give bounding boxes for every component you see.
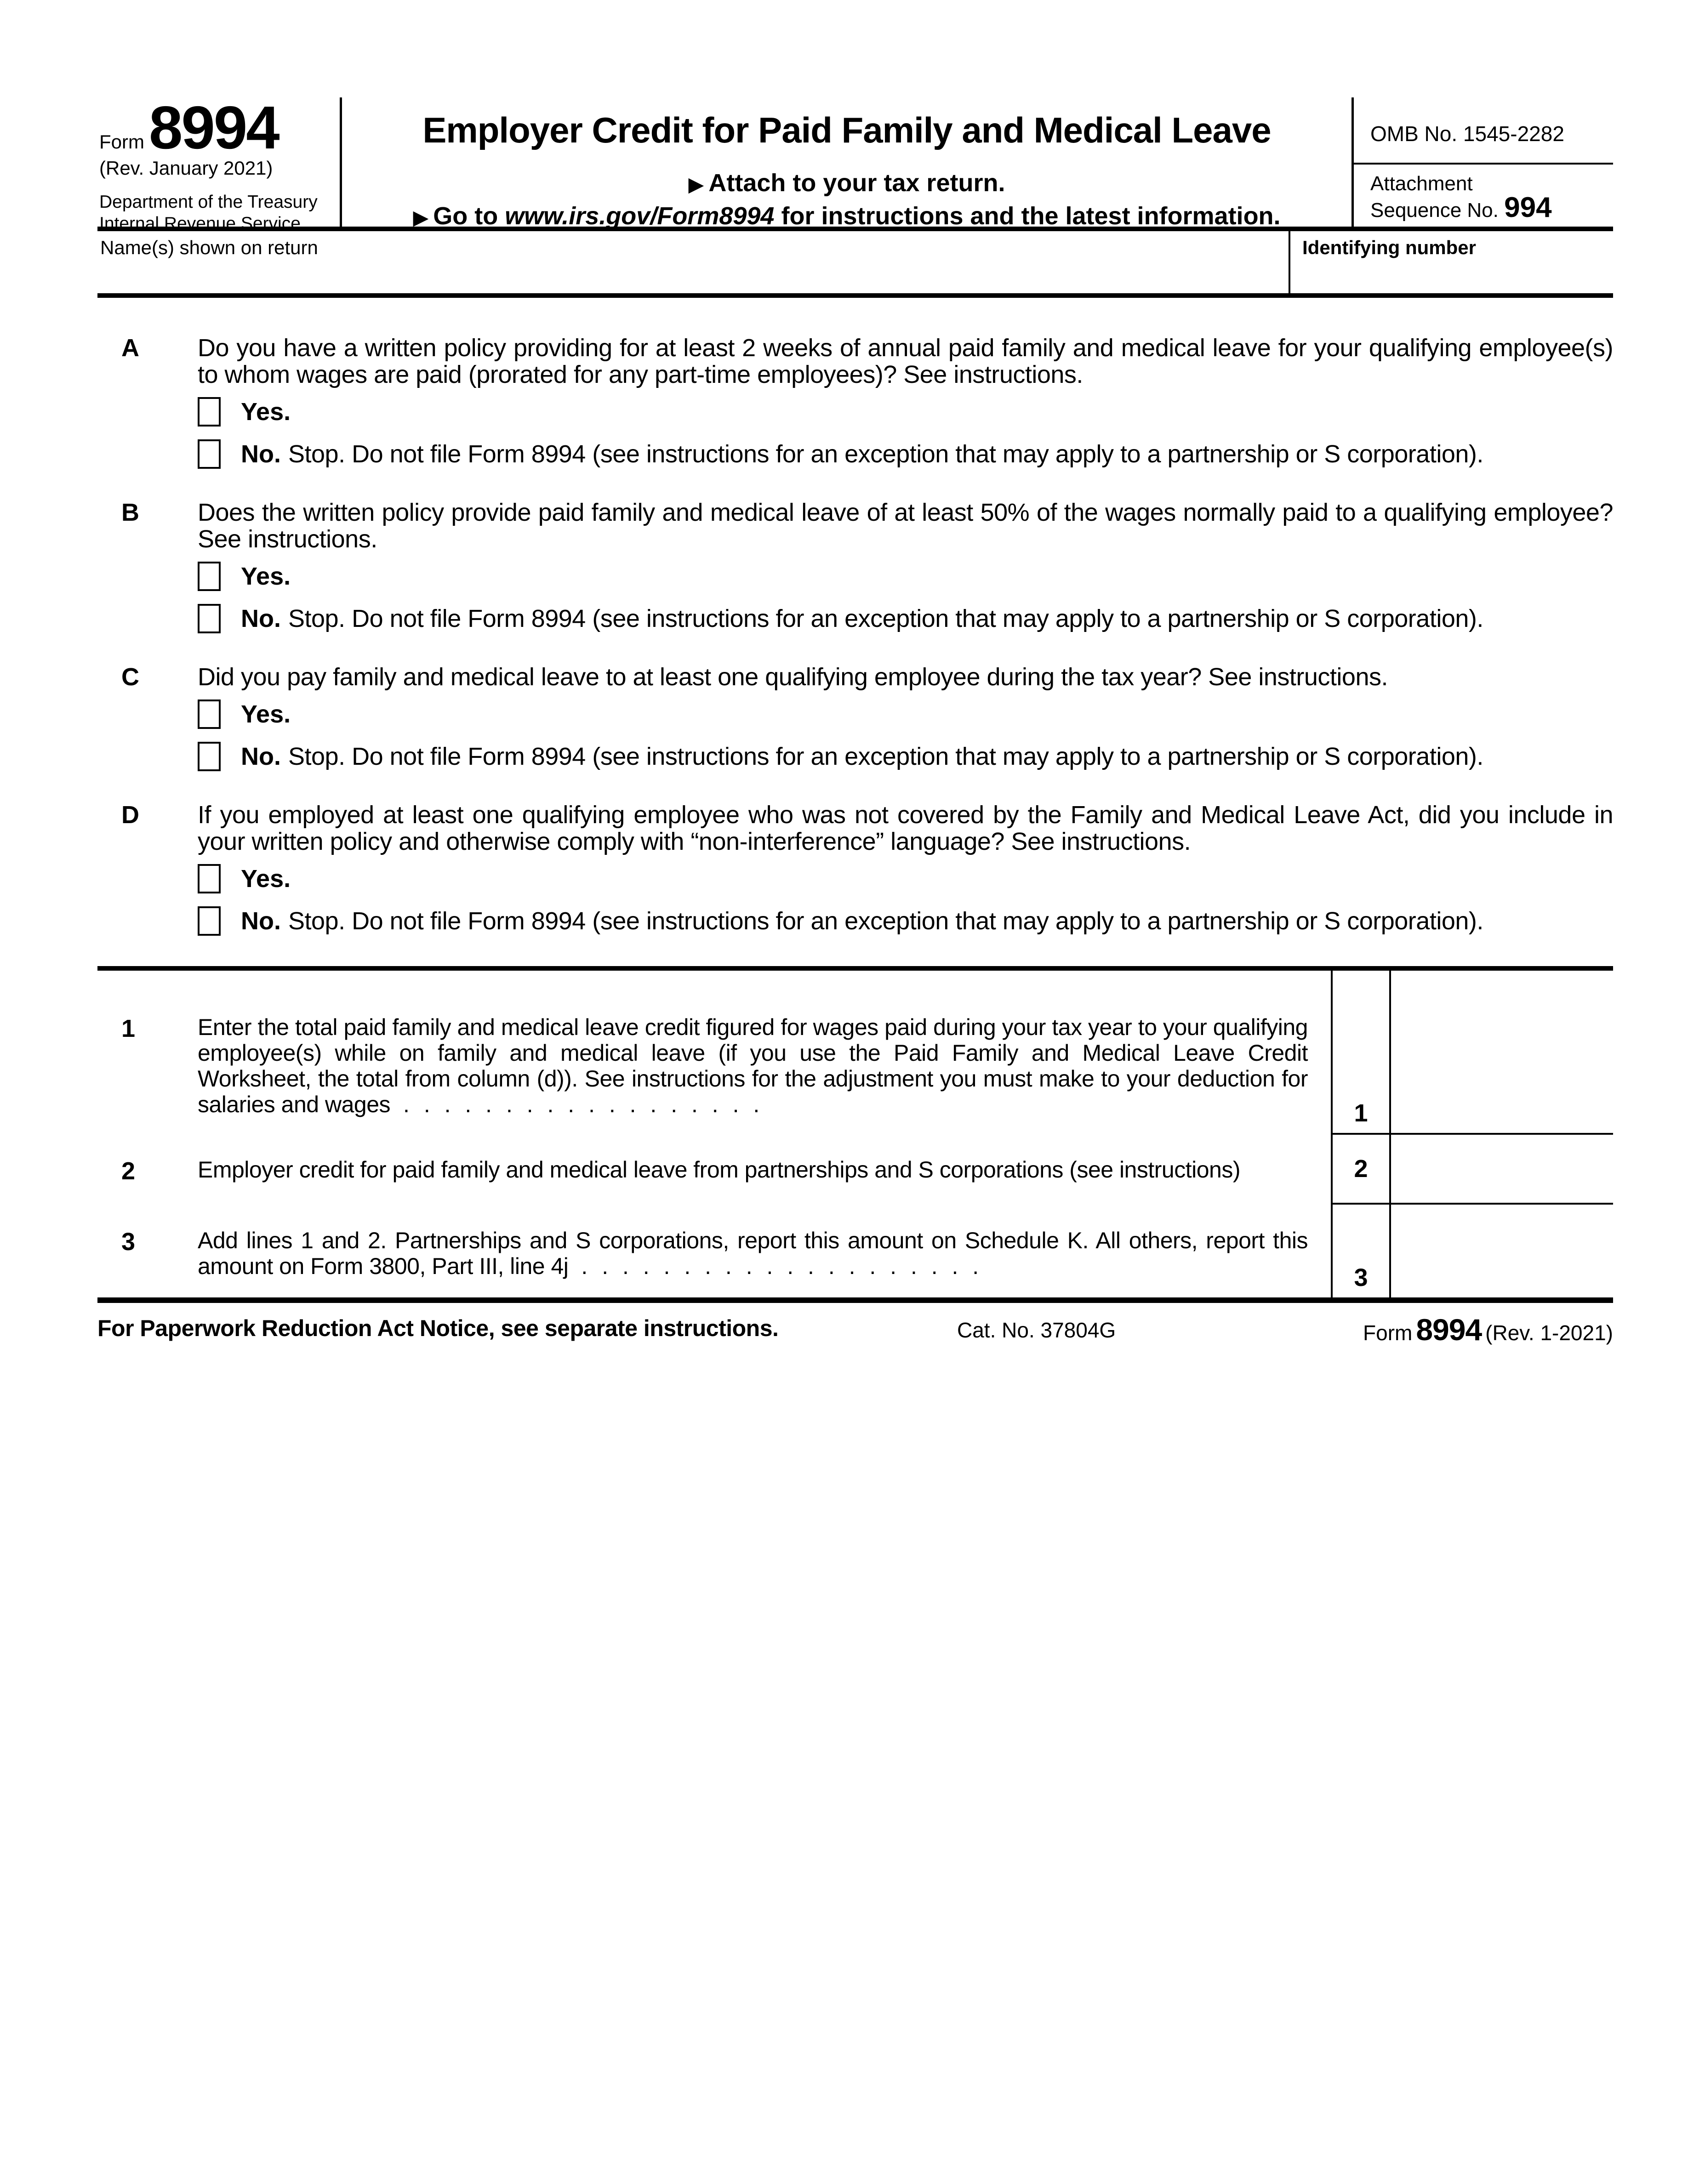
line-1-row: [97, 971, 1613, 1135]
line-3-entry: [1331, 1205, 1613, 1297]
name-label: Name(s) shown on return: [100, 237, 318, 258]
question-c-yes-row: [198, 700, 1613, 729]
question-a-letter: A: [121, 334, 139, 362]
question-c-no-checkbox[interactable]: [198, 742, 221, 771]
service-label: Internal Revenue Service: [99, 214, 301, 233]
line-2-number: 2: [121, 1157, 136, 1185]
question-a: [97, 335, 1613, 469]
form-identity-block: [97, 94, 342, 233]
omb-block: [1352, 97, 1613, 227]
form-content: [97, 94, 1613, 1352]
line-1-dot-leader: . . . . . . . . . . . . . . . . . .: [403, 1092, 759, 1117]
question-a-no-checkbox[interactable]: [198, 439, 221, 469]
name-input-field[interactable]: [100, 259, 1289, 286]
attach-instruction: [342, 169, 1352, 197]
form-number: 8994: [149, 94, 279, 161]
question-b-letter: B: [121, 499, 139, 526]
department-label: Department of the Treasury: [99, 192, 318, 212]
line-2-row: [97, 1135, 1613, 1205]
question-d-no-row: [198, 906, 1613, 936]
question-d-no-text: Stop. Do not file Form 8994 (see instructions for an exception that may apply to a partnership or S corporation).: [288, 907, 1483, 935]
attach-text: Attach to your tax return.: [708, 169, 1005, 197]
line-2-box-number: 2: [1331, 1135, 1391, 1203]
form-footer: [97, 1315, 1613, 1352]
footer-form-number: 8994: [1416, 1313, 1482, 1347]
question-c-yes-label: Yes.: [241, 700, 291, 728]
line-3-box-number: 3: [1331, 1205, 1391, 1297]
sequence-line: [1370, 192, 1613, 223]
form-word-label: Form: [99, 131, 144, 153]
footer-form-word: Form: [1363, 1321, 1413, 1345]
line-1-text: Enter the total paid family and medical leave credit figured for wages paid during your tax year to your qualifying employee(s) while on family and medical leave (if you use the Paid Family and Medical Leave Credit Worksheet, the total from column (d)). See instructions for the adjustment you must make to your deduction for salaries and wages . . . . . . . . . . . . . . . . . .: [198, 1014, 1308, 1117]
question-d-text: If you employed at least one qualifying employee who was not covered by the Family and Medical Leave Act, did you include in your written policy and otherwise comply with “non-interference” language? See instructions.: [198, 801, 1613, 855]
question-b-yes-checkbox[interactable]: [198, 562, 221, 591]
line-2-text: Employer credit for paid family and medical leave from partnerships and S corporations (see instructions): [198, 1157, 1240, 1183]
line-3-amount-field[interactable]: [1391, 1205, 1613, 1297]
question-d-no-label: No.: [241, 907, 281, 935]
attachment-word: Attachment: [1370, 172, 1473, 195]
question-b-no-text: Stop. Do not file Form 8994 (see instructions for an exception that may apply to a partnership or S corporation).: [288, 605, 1483, 632]
question-a-yes-checkbox[interactable]: [198, 397, 221, 427]
question-a-yes-row: [198, 397, 1613, 427]
identifying-number-input-field[interactable]: [1302, 259, 1613, 286]
identifying-number-cell: [1289, 231, 1613, 293]
question-b-text: Does the written policy provide paid family and medical leave of at least 50% of the wages normally paid to a qualifying employee? See instructions.: [198, 499, 1613, 553]
question-d-letter: D: [121, 801, 139, 829]
form-title: Employer Credit for Paid Family and Medical Leave: [422, 110, 1271, 150]
irs-url-text: www.irs.gov/Form8994: [505, 202, 775, 230]
footer-form-id: [1363, 1312, 1613, 1347]
form-header: [97, 94, 1613, 233]
question-d: [97, 802, 1613, 936]
footer-revision: (Rev. 1-2021): [1485, 1321, 1613, 1345]
line-2-amount-field[interactable]: [1391, 1135, 1613, 1203]
line-3-dot-leader: . . . . . . . . . . . . . . . . . . . .: [581, 1253, 979, 1279]
question-b-yes-label: Yes.: [241, 563, 291, 590]
line-1-box-number: 1: [1331, 971, 1391, 1133]
line-2-entry: [1331, 1135, 1613, 1205]
form-id: [99, 94, 332, 161]
question-b-no-row: [198, 604, 1613, 633]
line-1-number: 1: [121, 1015, 136, 1042]
question-a-no-label: No.: [241, 440, 281, 468]
question-d-yes-label: Yes.: [241, 865, 291, 893]
goto-instruction: [342, 202, 1352, 230]
attachment-sequence: [1354, 165, 1613, 227]
question-d-yes-row: [198, 864, 1613, 893]
question-b: [97, 499, 1613, 633]
question-b-no-label: No.: [241, 605, 281, 632]
paperwork-notice: For Paperwork Reduction Act Notice, see separate instructions.: [97, 1315, 779, 1341]
question-c-letter: C: [121, 663, 139, 691]
title-block: [342, 97, 1352, 230]
question-c-text: Did you pay family and medical leave to at least one qualifying employee during the tax year? See instructions.: [198, 663, 1388, 691]
goto-arrow-icon: ▶: [413, 206, 429, 229]
question-c-no-text: Stop. Do not file Form 8994 (see instructions for an exception that may apply to a partnership or S corporation).: [288, 743, 1483, 770]
question-d-no-checkbox[interactable]: [198, 906, 221, 936]
line-3-number: 3: [121, 1228, 136, 1256]
line-3-row: [97, 1205, 1613, 1297]
question-b-no-checkbox[interactable]: [198, 604, 221, 633]
question-c: [97, 664, 1613, 771]
line-1-amount-field[interactable]: [1391, 971, 1613, 1133]
question-b-yes-row: [198, 562, 1613, 591]
question-a-no-row: [198, 439, 1613, 469]
sequence-word: Sequence No.: [1370, 199, 1499, 222]
question-a-no-text: Stop. Do not file Form 8994 (see instructions for an exception that may apply to a partnership or S corporation).: [288, 440, 1483, 468]
line-3-text: Add lines 1 and 2. Partnerships and S corporations, report this amount on Schedule K. All others, report this amount on Form 3800, Part III, line 4j . . . . . . . . . . . . . . . . . . . .: [198, 1228, 1308, 1279]
attach-arrow-icon: ▶: [688, 173, 704, 196]
question-c-no-label: No.: [241, 743, 281, 770]
revision-label: (Rev. January 2021): [99, 157, 273, 179]
name-cell: [97, 231, 1289, 293]
catalog-number: Cat. No. 37804G: [957, 1318, 1116, 1342]
question-c-no-row: [198, 742, 1613, 771]
credit-lines-section: [97, 966, 1613, 1303]
identifying-number-label: Identifying number: [1302, 237, 1476, 258]
omb-number: OMB No. 1545-2282: [1354, 97, 1613, 165]
line-1-entry: [1331, 971, 1613, 1135]
sequence-number: 994: [1504, 192, 1552, 223]
question-a-yes-label: Yes.: [241, 398, 291, 426]
question-a-text: Do you have a written policy providing for at least 2 weeks of annual paid family and medical leave for your qualifying employee(s) to whom wages are paid (prorated for any part-time employees)? See instructions.: [198, 334, 1613, 388]
taxpayer-info-row: [97, 231, 1613, 298]
question-d-yes-checkbox[interactable]: [198, 864, 221, 893]
goto-prefix: Go to: [433, 202, 505, 230]
agency-block: [99, 191, 332, 234]
goto-suffix: for instructions and the latest information.: [774, 202, 1281, 230]
question-c-yes-checkbox[interactable]: [198, 700, 221, 729]
questions-section: [97, 298, 1613, 936]
